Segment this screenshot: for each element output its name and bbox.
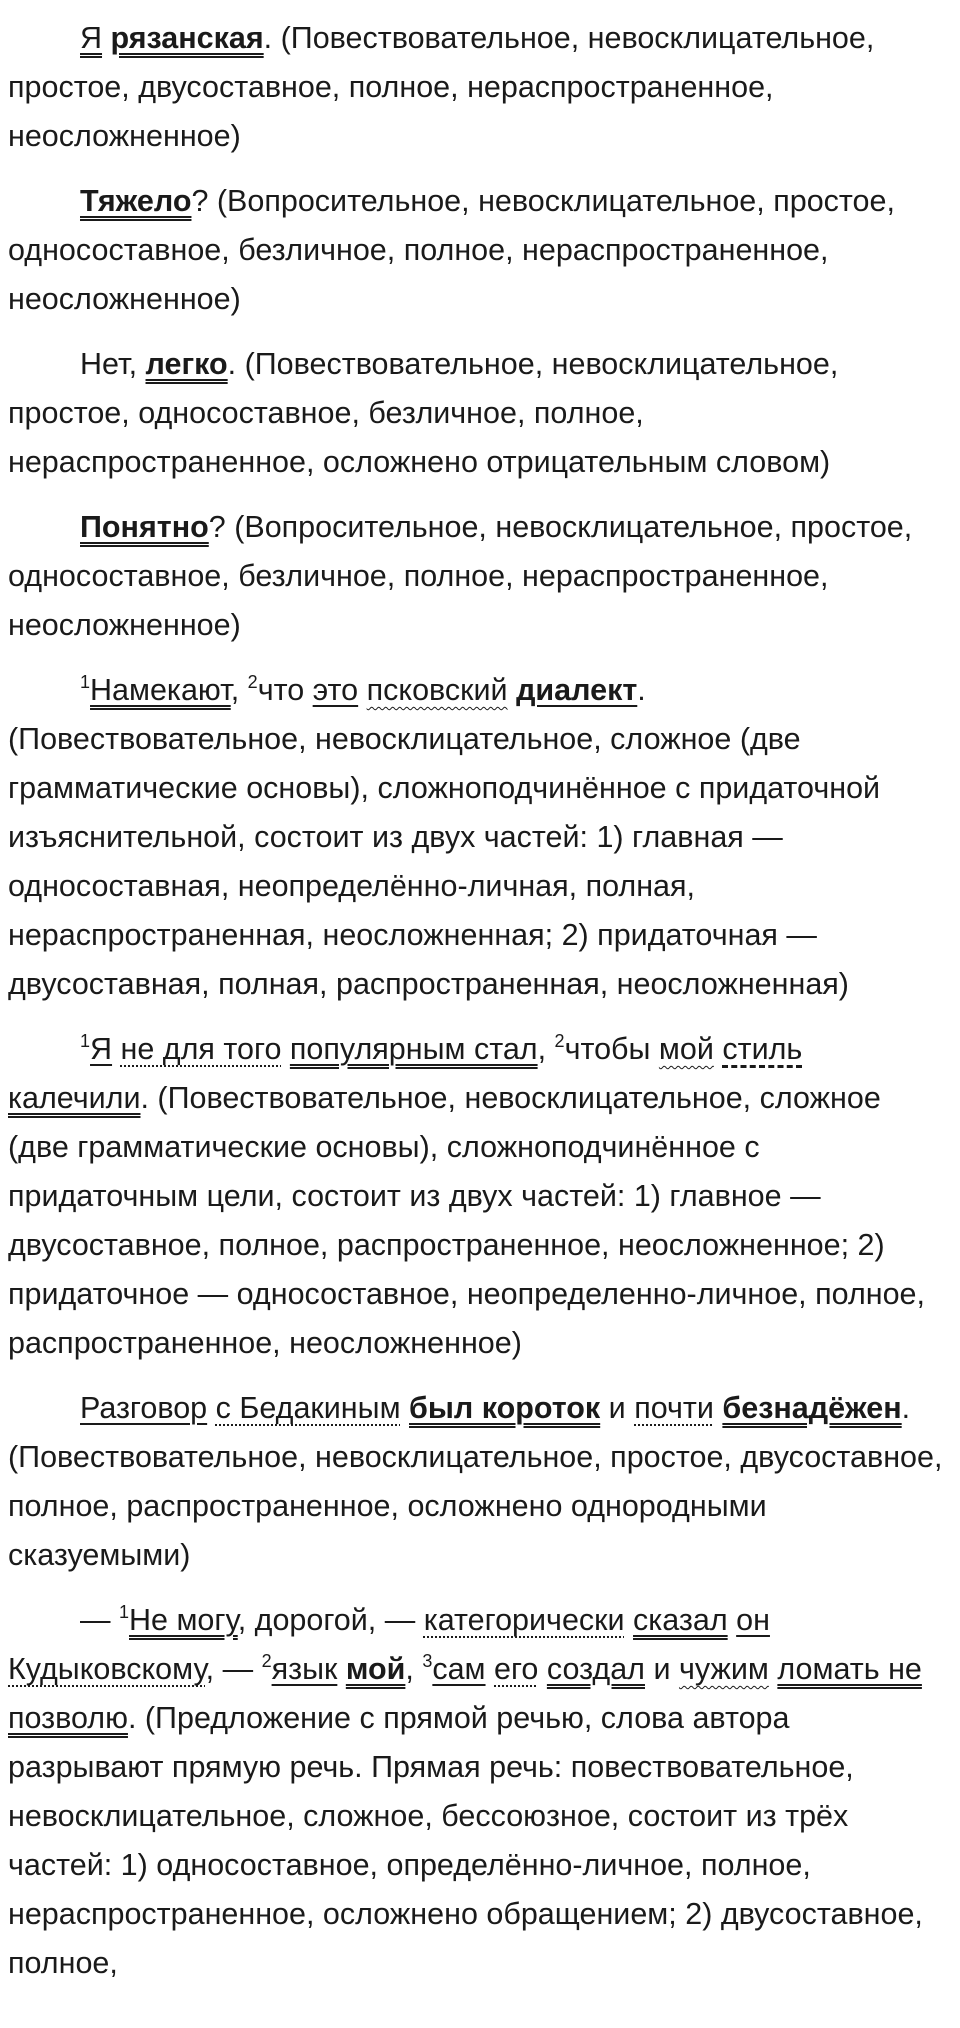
- sentence-paragraph: [8, 503, 948, 650]
- marked-sentence-member: чужим: [678, 1652, 769, 1686]
- text-run: [281, 1032, 289, 1066]
- sentence-paragraph: [8, 666, 948, 1009]
- text-run: . (Повествовательное, невосклицательное, сложное (две грамматические основы), сложноподчинённое с придаточной изъяснительной, состоит из двух частей: 1) главная — односоставная, неопределённо-личная, полная, нераспространенная, неосложненная; 2) придаточная — двусоставная, полная, распространенная, неосложненная): [8, 673, 881, 1001]
- clause-number: 2: [247, 672, 258, 692]
- marked-sentence-member: легко: [145, 347, 228, 381]
- marked-sentence-member: с Бедакиным: [215, 1391, 401, 1425]
- text-run: [728, 1603, 736, 1637]
- marked-sentence-member: стиль: [722, 1032, 803, 1066]
- text-run: ,: [405, 1652, 423, 1686]
- text-run: [625, 1603, 633, 1637]
- marked-sentence-member: Понятно: [80, 510, 209, 544]
- clause-number: 2: [261, 1651, 272, 1671]
- clause-number: 1: [80, 672, 91, 692]
- marked-sentence-member: создал: [546, 1652, 645, 1686]
- text-run: . (Повествовательное, невосклицательное, простое, двусоставное, полное, распространенное, осложнено однородными сказуемыми): [8, 1391, 943, 1572]
- marked-sentence-member: Намекают: [90, 673, 231, 707]
- clause-number: 2: [554, 1031, 565, 1051]
- text-run: что: [257, 673, 313, 707]
- marked-sentence-member: ломать не позволю: [8, 1652, 922, 1735]
- sentence-paragraph: [8, 1025, 948, 1368]
- marked-sentence-member: был короток: [409, 1391, 601, 1425]
- text-run: [486, 1652, 494, 1686]
- text-run: . (Предложение с прямой речью, слова автора разрывают прямую речь. Прямая речь: повествовательное, невосклицательное, сложное, бессоюзное, состоит из трёх частей: 1) односоставное, определённо-личное, полное, нераспространенное, осложнено обращением; 2) двусоставное, полное,: [8, 1701, 923, 1980]
- marked-sentence-member: он: [736, 1603, 770, 1637]
- text-run: [508, 673, 516, 707]
- text-run: и: [600, 1391, 635, 1425]
- marked-sentence-member: не для того: [120, 1032, 282, 1066]
- marked-sentence-member: диалект: [516, 673, 638, 707]
- text-run: [538, 1652, 546, 1686]
- text-run: . (Повествовательное, невосклицательное, простое, двусоставное, полное, нераспространенное, неосложненное): [8, 21, 875, 153]
- clause-number: 1: [118, 1602, 129, 1622]
- sentence-paragraph: [8, 1596, 948, 1988]
- sentence-paragraph: [8, 14, 948, 161]
- text-run: . (Повествовательное, невосклицательное, сложное (две грамматические основы), сложноподчинённое с придаточным цели, состоит из двух частей: 1) главное — двусоставное, полное, распространенное, неосложненное; 2) придаточное — односоставное, неопределенно-личное, полное, распространенное, неосложненное): [8, 1081, 925, 1360]
- text-run: [337, 1652, 345, 1686]
- sentence-paragraph: [8, 177, 948, 324]
- clause-number: 3: [422, 1651, 433, 1671]
- marked-sentence-member: псковский: [366, 673, 508, 707]
- text-run: [102, 21, 110, 55]
- marked-sentence-member: мой: [345, 1652, 406, 1686]
- text-run: [112, 1032, 120, 1066]
- marked-sentence-member: Не могу: [129, 1603, 238, 1637]
- clause-number: 1: [80, 1031, 91, 1051]
- text-run: ? (Вопросительное, невосклицательное, простое, односоставное, безличное, полное, нераспространенное, неосложненное): [8, 510, 913, 642]
- marked-sentence-member: популярным стал: [289, 1032, 538, 1066]
- marked-sentence-member: почти: [634, 1391, 714, 1425]
- text-run: ,: [537, 1032, 555, 1066]
- sentence-paragraph: [8, 340, 948, 487]
- text-run: и: [644, 1652, 679, 1686]
- marked-sentence-member: Я: [80, 21, 103, 55]
- marked-sentence-member: сам: [432, 1652, 486, 1686]
- text-run: . (Повествовательное, невосклицательное, простое, односоставное, безличное, полное, нераспространенное, осложнено отрицательным словом): [8, 347, 839, 479]
- text-run: —: [80, 1603, 119, 1637]
- text-run: , —: [205, 1652, 262, 1686]
- marked-sentence-member: Тяжело: [80, 184, 192, 218]
- marked-sentence-member: Я: [90, 1032, 113, 1066]
- marked-sentence-member: его: [494, 1652, 539, 1686]
- text-run: , дорогой, —: [237, 1603, 424, 1637]
- marked-sentence-member: Разговор: [80, 1391, 208, 1425]
- text-run: Нет,: [80, 347, 146, 381]
- marked-sentence-member: калечили: [8, 1081, 141, 1115]
- marked-sentence-member: мой: [658, 1032, 714, 1066]
- marked-sentence-member: рязанская: [110, 21, 264, 55]
- marked-sentence-member: Кудыковскому: [8, 1652, 206, 1686]
- text-run: [207, 1391, 215, 1425]
- text-run: [401, 1391, 409, 1425]
- text-run: ? (Вопросительное, невосклицательное, простое, односоставное, безличное, полное, нераспространенное, неосложненное): [8, 184, 895, 316]
- marked-sentence-member: сказал: [633, 1603, 728, 1637]
- marked-sentence-member: категорически: [423, 1603, 625, 1637]
- text-run: [358, 673, 366, 707]
- text-run: чтобы: [564, 1032, 659, 1066]
- marked-sentence-member: это: [312, 673, 359, 707]
- marked-sentence-member: безнадёжен: [722, 1391, 902, 1425]
- sentence-paragraph: [8, 1384, 948, 1580]
- marked-sentence-member: язык: [271, 1652, 338, 1686]
- text-run: ,: [230, 673, 248, 707]
